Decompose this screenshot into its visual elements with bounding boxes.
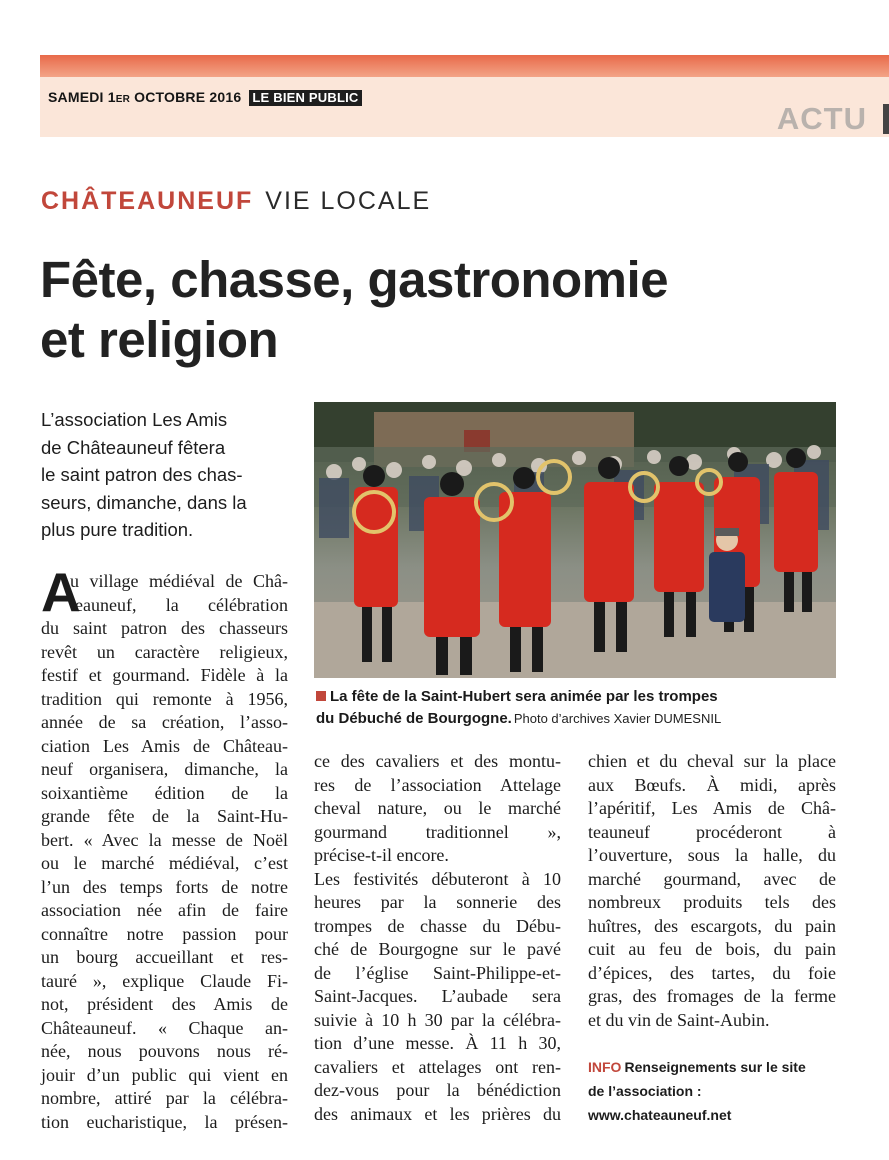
body-line: soixantième édition de la	[41, 782, 288, 803]
body-line: née, nous pouvons nous ré-	[41, 1041, 288, 1061]
section-tab-marker	[883, 104, 889, 134]
lead-line: de Châteauneuf fêtera	[41, 436, 226, 458]
body-line: association née afin de faire	[41, 900, 288, 920]
body-line: et du vin de Saint-Aubin.	[588, 1009, 770, 1030]
photo-caption	[316, 686, 856, 730]
body-line: Les festivités débuteront à 10	[314, 868, 561, 889]
section-tab: ACTU	[776, 101, 867, 136]
body-line: suivie à 10 h 30 par la célébra-	[314, 1009, 561, 1030]
body-line: année de sa création, l’asso-	[41, 712, 288, 732]
body-line: d’épices, des tartes, du foie	[588, 962, 836, 983]
body-line: aux Bœufs. À midi, après	[588, 774, 836, 795]
date-prefix: SAMEDI 1	[48, 89, 116, 105]
body-line: marché gourmand, avec de	[588, 868, 836, 889]
info-tag: INFO	[588, 1059, 622, 1075]
article-lead	[41, 406, 291, 544]
body-line: l’ouverture, sous la halle, du	[588, 845, 836, 865]
body-line: ciation Les Amis de Château-	[41, 735, 288, 756]
body-line: ou le marché médiéval, c’est	[41, 853, 288, 873]
body-line: précise-t-il encore.	[314, 845, 449, 865]
body-line: neuf organisera, dimanche, la	[41, 759, 288, 779]
body-line: tradition qui remonte à 1956,	[41, 688, 288, 709]
article-photo	[314, 402, 836, 678]
body-line: un bourg accueillant et res-	[41, 947, 288, 967]
body-line: revêt un caractère religieux,	[41, 641, 288, 662]
header-band	[40, 55, 889, 137]
body-line: jouir d’un public qui vient en	[41, 1064, 288, 1085]
rubric	[41, 187, 431, 216]
body-column-3	[588, 750, 836, 1032]
body-line: grande fête de la Saint-Hu-	[41, 806, 288, 826]
body-line: tauré », explique Claude Fi-	[41, 970, 288, 991]
body-line: nombre, attiré par la célébra-	[41, 1088, 288, 1108]
date-suffix: OCTOBRE 2016	[130, 89, 242, 105]
body-line: heures par la sonnerie des	[314, 892, 561, 912]
body-line: Châteauneuf. « Chaque an-	[41, 1017, 288, 1038]
body-line: des animaux et les prières du	[314, 1103, 561, 1124]
drop-cap: A	[41, 561, 81, 623]
body-line: teauneuf, la célébration	[70, 594, 288, 615]
date-ordinal: ER	[115, 94, 131, 105]
body-line: nombreux produits tels des	[588, 892, 836, 912]
body-line: not, président des Amis de	[41, 994, 288, 1014]
caption-text-line-2: du Débuché de Bourgogne.	[316, 710, 512, 727]
dateline	[48, 89, 362, 106]
body-line: ce des cavaliers et des montu-	[314, 751, 561, 771]
title-line-1: Fête, chasse, gastronomie	[40, 251, 669, 308]
body-line: ché de Bourgogne sur le pavé	[314, 939, 561, 959]
body-line: l’un des temps forts de notre	[41, 876, 288, 897]
body-line: dez-vous pour la bénédiction	[314, 1080, 561, 1100]
body-line: tion eucharistique, la présen-	[41, 1111, 288, 1132]
info-box	[588, 1055, 848, 1127]
article-title	[40, 250, 760, 370]
body-line: teauneuf procéderont à	[588, 821, 836, 842]
body-line: cheval nature, ou le marché	[314, 798, 561, 818]
info-text: Renseignements sur le site	[624, 1059, 806, 1075]
body-line: du saint patron des chasseurs	[41, 618, 288, 638]
newspaper-brand: LE BIEN PUBLIC	[249, 90, 361, 106]
header-color-strip	[40, 55, 889, 77]
info-line-2: de l’association :	[588, 1083, 702, 1099]
info-website-link[interactable]: www.chateauneuf.net	[588, 1107, 732, 1123]
caption-text: La fête de la Saint-Hubert sera animée par les trompes	[330, 688, 718, 705]
body-line: trompes de chasse du Débu-	[314, 915, 561, 936]
lead-line: le saint patron des chas-	[41, 464, 243, 485]
body-line: u village médiéval de Châ-	[70, 571, 288, 591]
lead-line: seurs, dimanche, dans la	[41, 491, 247, 513]
body-column-2	[314, 750, 561, 1126]
body-line: gras, des fromages de la ferme	[588, 986, 836, 1006]
rubric-section: VIE LOCALE	[265, 187, 432, 215]
body-line: chien et du cheval sur la place	[588, 751, 836, 771]
body-line: de l’église Saint-Philippe-et-	[314, 962, 561, 983]
hunting-horn-players-illustration	[314, 402, 836, 678]
info-line-1	[588, 1055, 848, 1079]
body-line: cuit au feu de bois, du pain	[588, 939, 836, 959]
body-line: festif et gourmand. Fidèle à la	[41, 665, 288, 685]
title-line-2: et religion	[40, 311, 279, 368]
rubric-city: CHÂTEAUNEUF	[41, 187, 254, 215]
lead-line: plus pure tradition.	[41, 519, 194, 540]
body-line: connaître notre passion pour	[41, 923, 288, 944]
body-line: Saint-Jacques. L’aubade sera	[314, 986, 561, 1006]
body-line: l’apéritif, Les Amis de Châ-	[588, 798, 836, 818]
body-line: bert. « Avec la messe de Noël	[41, 829, 288, 850]
body-line: res de l’association Attelage	[314, 774, 561, 795]
caption-bullet-icon	[316, 691, 326, 701]
body-line: huîtres, des escargots, du pain	[588, 915, 836, 936]
body-line: cavaliers et attelages ont ren-	[314, 1056, 561, 1077]
body-line: tion d’une messe. À 11 h 30,	[314, 1033, 561, 1053]
lead-line: L’association Les Amis	[41, 409, 228, 430]
photo-credit: Photo d’archives Xavier DUMESNIL	[513, 711, 722, 726]
body-line: gourmand traditionnel »,	[314, 821, 561, 842]
body-column-1	[41, 561, 288, 1134]
